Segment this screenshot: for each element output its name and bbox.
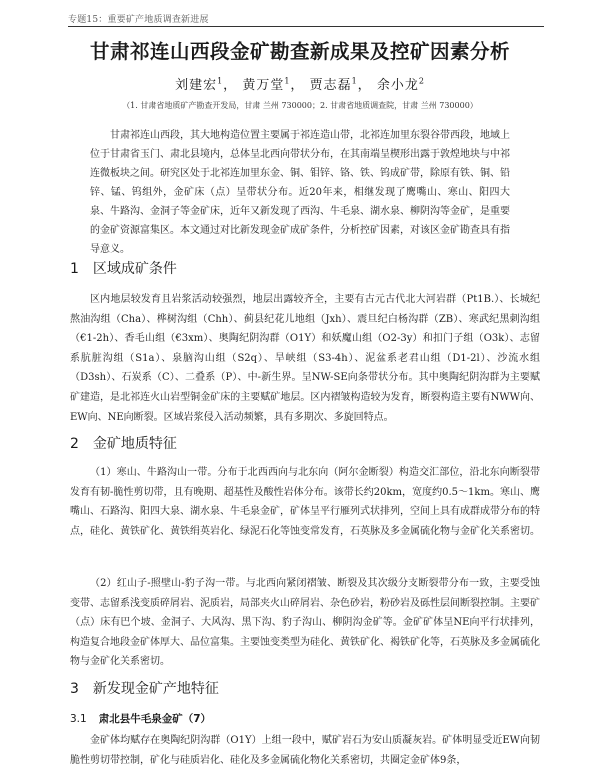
header-rule: [68, 26, 544, 27]
author: 刘建宏$^1$: [175, 76, 224, 93]
section-1-paragraph: 区内地层较发育且岩浆活动较强烈，地层出露较齐全，主要有古元古代北大河岩群（Pt1B.）、长城纪熬油沟组（Cha）、桦树沟组（Chh）、蓟县纪花儿地组（Jxh）、震旦纪白杨沟群（ZB）、寒武纪黑刺沟组（€1-2h）、香毛山组（€3xm）、奥陶纪阴沟群（O1Y）和妖魔山组（O2-3y）和扣门子组（O3k）、志留系肮脏沟组（S1a）、泉脑沟山组（S2q）、旱峡组（S3-4h）、泥盆系老君山组（D1-2l）、沙流水组（D3sh）、石炭系（C）、二叠系（P）、中-新生界。呈NW-SE向条带状分布。其中奥陶纪阴沟群为主要赋矿建造，是北祁连火山岩型铜金矿床的主要赋矿地层。区内褶皱构造较为发育，断裂构造主要有NWW向、EW向、NE向断裂。区域岩浆侵入活动频繁，具有多期次、多旋回特点。: [70, 294, 540, 423]
abstract: 甘肃祁连山西段，其大地构造位置主要属于祁连造山带，北祁连加里东裂谷带西段，地域上位于甘肃省玉门、肃北县境内，总体呈北西向带状分布，在其南端呈楔形出露于敦煌地块与中祁连微板块之间。研究区处于北祁连加里东金、铜、钼锌、铬、铁、钨成矿带，除原有铁、铜、铅锌、锰、钨组外，金矿床（点）呈带状分布。近20年来，相继发现了鹰嘴山、寒山、阳四大泉、牛路沟、金洞子等金矿床，近年又新发现了西沟、牛毛泉、湖水泉、柳阴沟等金矿，是重要的金矿资源富集区。本文通过对比新发现金矿成矿条件，分析控矿因素，对该区金矿勘查具有指导意义。: [90, 130, 510, 255]
paper-title: 甘肃祁连山西段金矿勘查新成果及控矿因素分析: [89, 40, 510, 63]
subsection-paragraph: 金矿体均赋存在奥陶纪阴沟群（O1Y）上组一段中，赋矿岩石为安山质凝灰岩。矿体明显受近EW向韧脆性剪切带控制，矿化与硅质岩化、硅化及多金属硫化物化关系密切，共圈定金矿体9条，: [70, 735, 540, 766]
author: 黄万堂$^1$: [242, 76, 291, 93]
running-head: 专题15：重要矿产地质调查新进展: [68, 15, 209, 25]
section-2-paragraph-2: （2）红山子-照壁山-豹子沟一带。与北西向紧闭褶皱、断裂及其次级分支断裂带分布一致，主要受蚀变带、志留系浅变质碎屑岩、泥质岩，局部夹火山碎屑岩、杂色砂岩，粉砂岩及砾性层间断裂控制。主要矿（点）床有巴个坡、金洞子、大风沟、黑下沟、豹子沟山、柳阴沟金矿等。金矿矿体呈NE向平行状排列，构造复合地段金矿体厚大、品位富集。主要蚀变类型为硅化、黄铁矿化、褐铁矿化等，石英脉及多金属硫化物与金矿化关系密切。: [70, 578, 540, 668]
section-2-paragraph-1: （1）寒山、牛路沟山一带。分布于北西西向与北东向（阿尔金断裂）构造交汇部位，沿北东向断裂带发育有韧-脆性剪切带，且有晚期、超基性及酸性岩体分布。该带长约20km，宽度约0.5～1km。寒山、鹰嘴山、石路沟、阳四大泉、湖水泉、牛毛泉金矿，矿体呈平行雁列式状排列，空间上具有成群成带分布的特点，硅化、黄铁矿化、黄铁绢英岩化、绿泥石化等蚀变常发育，石英脉及多金属硫化物与金矿化关系密切。: [70, 467, 540, 537]
author: 贾志磊$^1$: [309, 76, 358, 93]
affiliation: （1. 甘肃省地质矿产勘查开发局，甘肃 兰州 730000；2. 甘肃省地质调查院，甘肃 兰州 730000）: [122, 101, 478, 110]
section-heading-3: 3 新发现金矿产地特征: [70, 681, 219, 697]
section-heading-2: 2 金矿地质特征: [70, 436, 177, 452]
subsection-heading: 3.1 肃北县牛毛泉金矿（7）: [70, 713, 212, 725]
author: 余小龙$^2$: [376, 76, 425, 93]
section-heading-1: 1 区域成矿条件: [70, 261, 177, 277]
author-list: 刘建宏$^1$， 黄万堂$^1$， 贾志磊$^1$， 余小龙$^2$: [175, 76, 425, 93]
